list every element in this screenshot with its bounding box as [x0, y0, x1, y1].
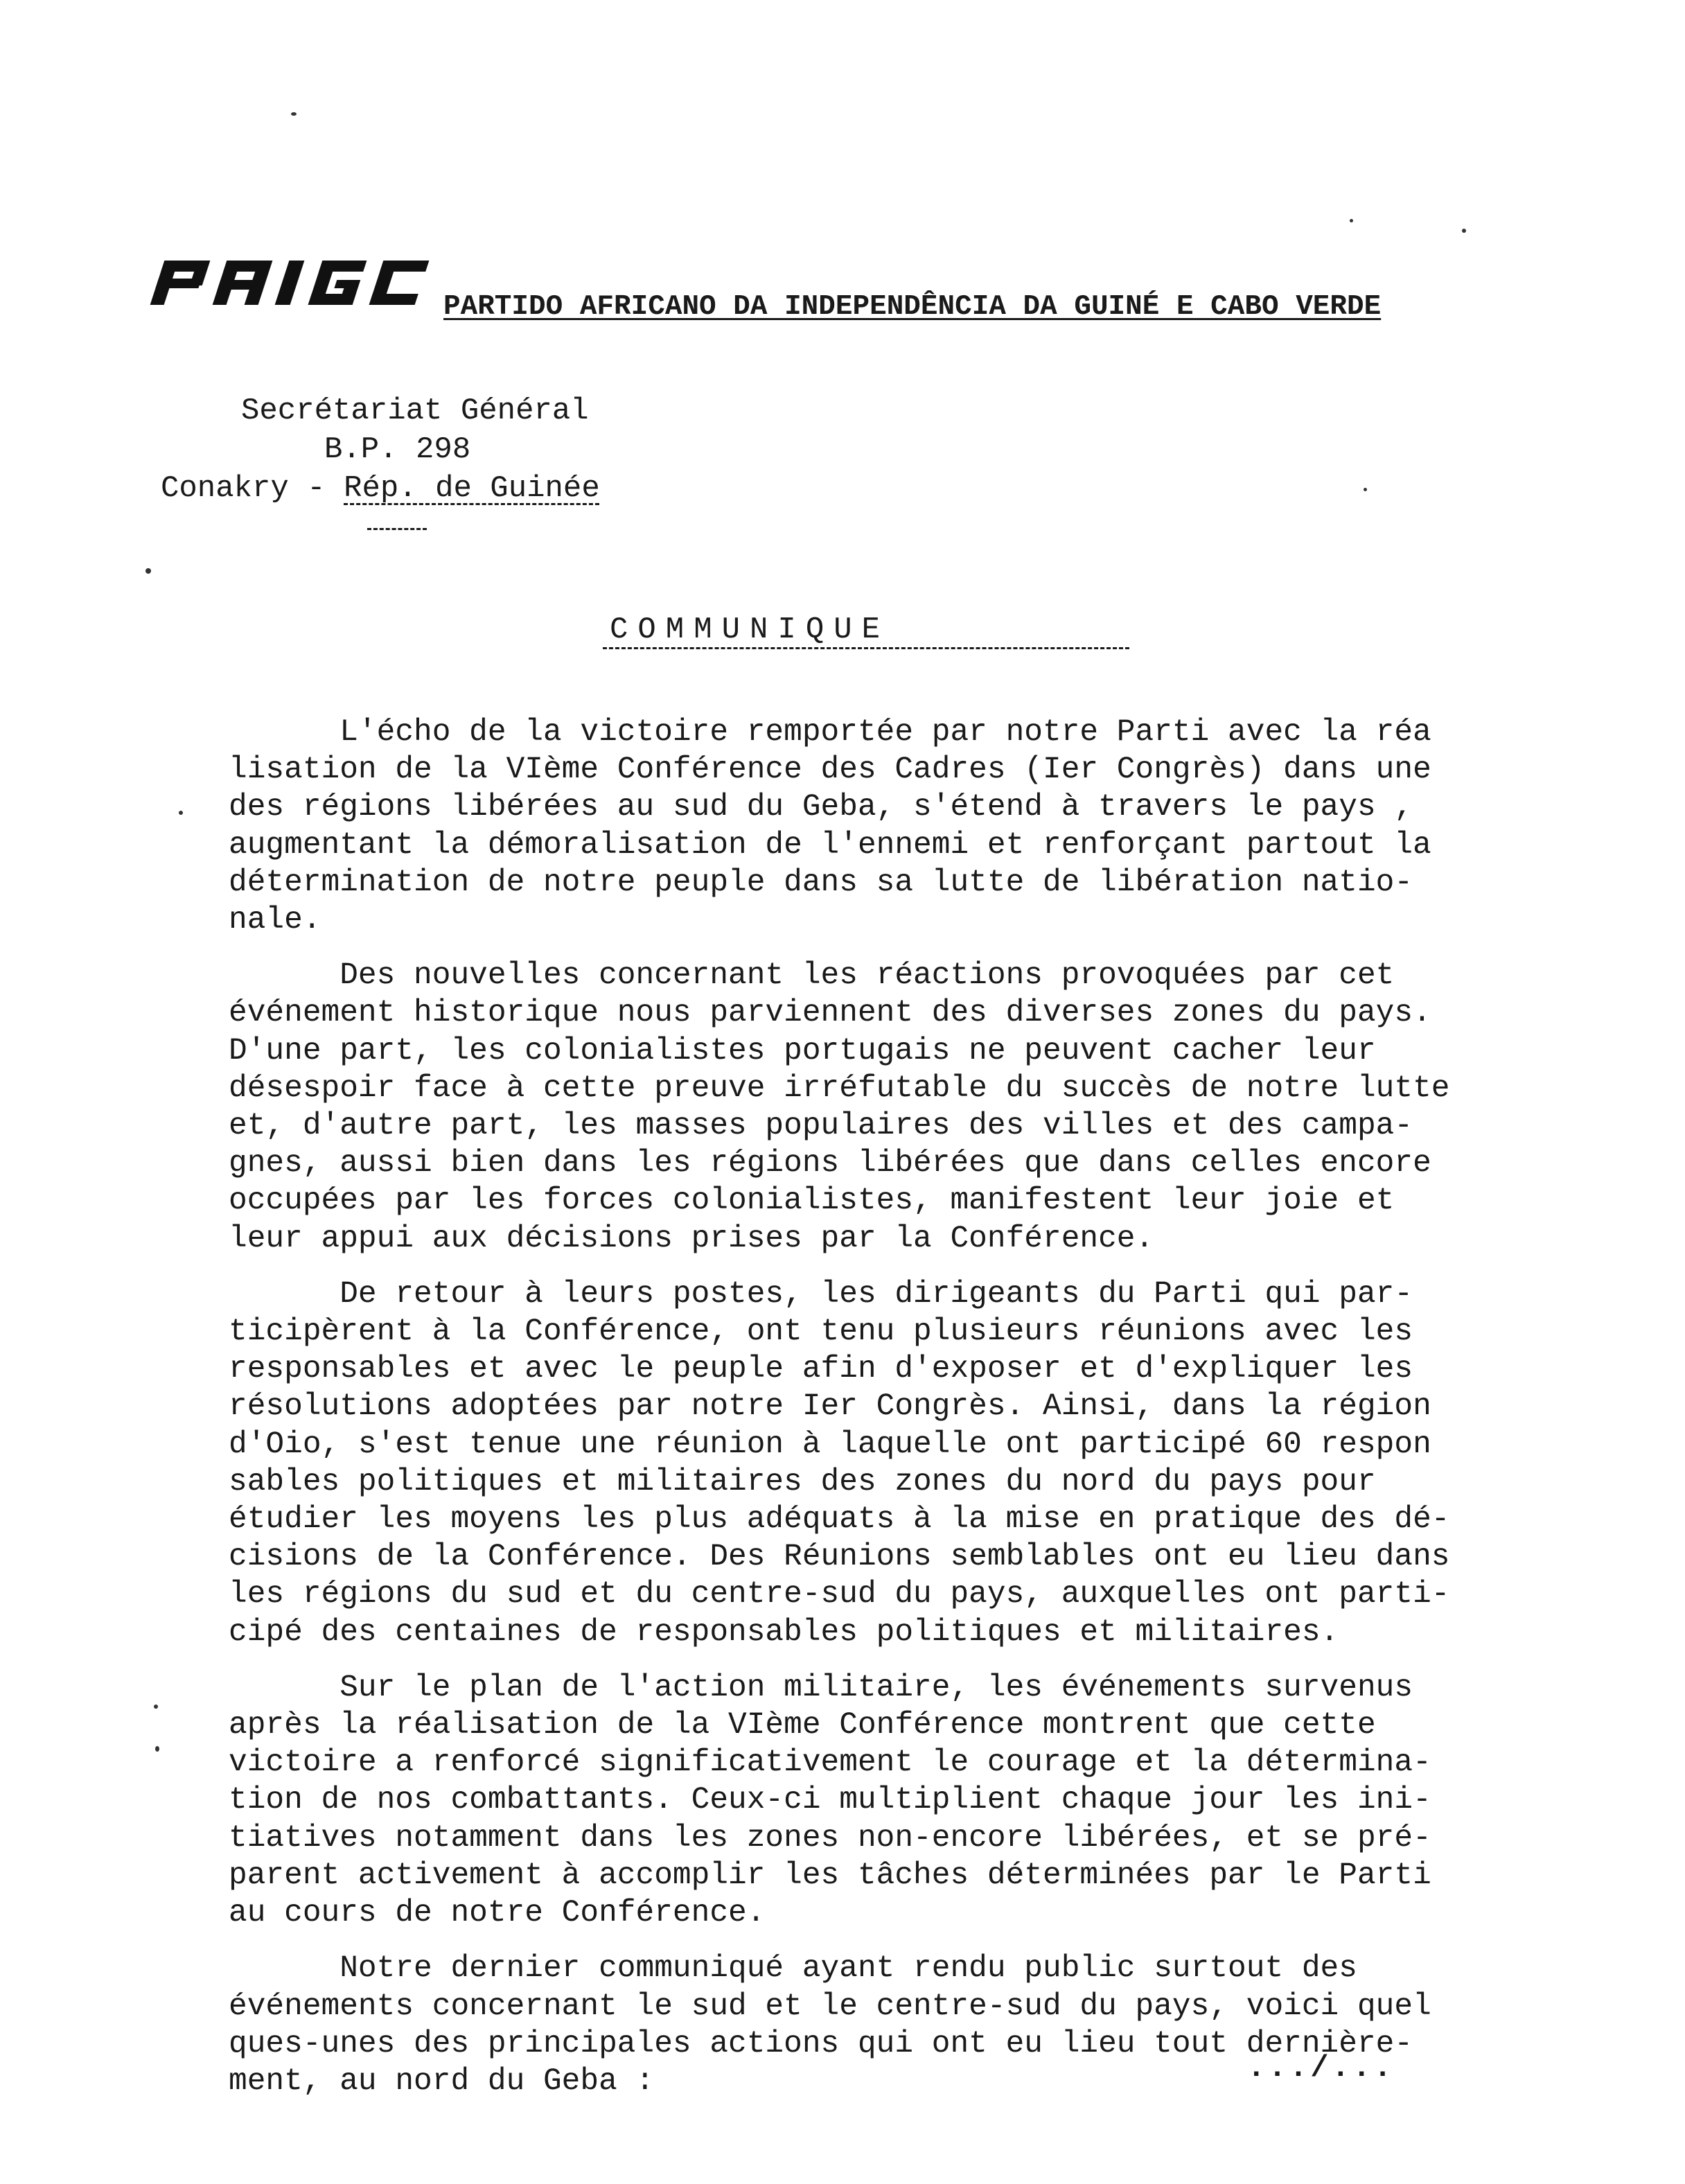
paragraph-1: L'écho de la victoire remportée par notre Parti avec la réa lisation de la VIème Conférence des Cadres (Ier Congrès) dans une des régions libérées au sud du Geba, s'étend à travers le pays , augmentant la démoralisation de l'ennemi et renforçant partout la détermination de notre peuple dans sa lutte de libération natio- nale. — [229, 715, 1431, 938]
scan-speck — [1462, 229, 1466, 233]
address-po-box: B.P. 298 — [324, 432, 471, 467]
scan-speck — [179, 811, 183, 815]
scan-speck — [145, 568, 151, 574]
paragraph-4: Sur le plan de l'action militaire, les événements survenus après la réalisation de la VIème Conférence montrent que cette victoire a renforcé significativement le courage et la détermina- tion de nos combattants. Ceux-ci multiplient chaque jour les ini- tiatives notamment dans les zones non-encore libérées, et se pré- parent activement à accomplir les tâches déterminées par le Parti au cours de notre Conférence. — [229, 1670, 1431, 1931]
scan-speck — [291, 112, 297, 116]
address-city: Conakry — [161, 471, 289, 506]
paragraph-2: Des nouvelles concernant les réactions provoquées par cet événement historique nous parviennent des diverses zones du pays. D'une part, les colonialistes portugais ne peuvent cacher leur désespoir face à cette preuve irréfutable du succès de notre lutte et, d'autre part, les masses populaires des villes et des campa- gnes, aussi bien dans les régions libérées que dans celles encore occupées par les forces colonialistes, manifestent leur joie et leur appui aux décisions prises par la Conférence. — [229, 958, 1450, 1256]
paigc-logo — [145, 255, 457, 310]
address-country: Rép. de Guinée — [344, 471, 600, 506]
address-separator: - — [288, 471, 344, 506]
scan-speck — [154, 1705, 158, 1709]
document-title: COMMUNIQUE — [610, 613, 890, 647]
scan-speck — [1350, 219, 1353, 222]
document-body — [229, 714, 1580, 2118]
scan-speck — [1364, 488, 1367, 491]
title-underline — [603, 647, 1129, 649]
continuation-mark: .../... — [1247, 2051, 1395, 2086]
address-secretariat: Secrétariat Général — [241, 394, 589, 428]
paragraph-3: De retour à leurs postes, les dirigeants du Parti qui par- ticipèrent à la Conférence, ont tenu plusieurs réunions avec les responsables et avec le peuple afin d'exposer et d'expliquer les résolutions adoptées par notre Ier Congrès. Ainsi, dans la région d'Oio, s'est tenue une réunion à laquelle ont participé 60 respon sables politiques et militaires des zones du nord du pays pour étudier les moyens les plus adéquats à la mise en pratique des dé- cisions de la Conférence. Des Réunions semblables ont eu lieu dans les régions du sud et du centre-sud du pays, auxquelles ont parti- cipé des centaines de responsables politiques et militaires. — [229, 1276, 1450, 1650]
paragraph-5: Notre dernier communiqué ayant rendu public surtout des événements concernant le sud et le centre-sud du pays, voici quel ques-unes des principales actions qui ont eu lieu tout dernière- ment, au nord du Geba : — [229, 1951, 1431, 2099]
scan-speck — [155, 1746, 159, 1752]
address-rule — [367, 528, 427, 530]
address-city-line — [161, 471, 600, 506]
party-name: PARTIDO AFRICANO DA INDEPENDÊNCIA DA GUINÉ E CABO VERDE — [443, 291, 1382, 323]
